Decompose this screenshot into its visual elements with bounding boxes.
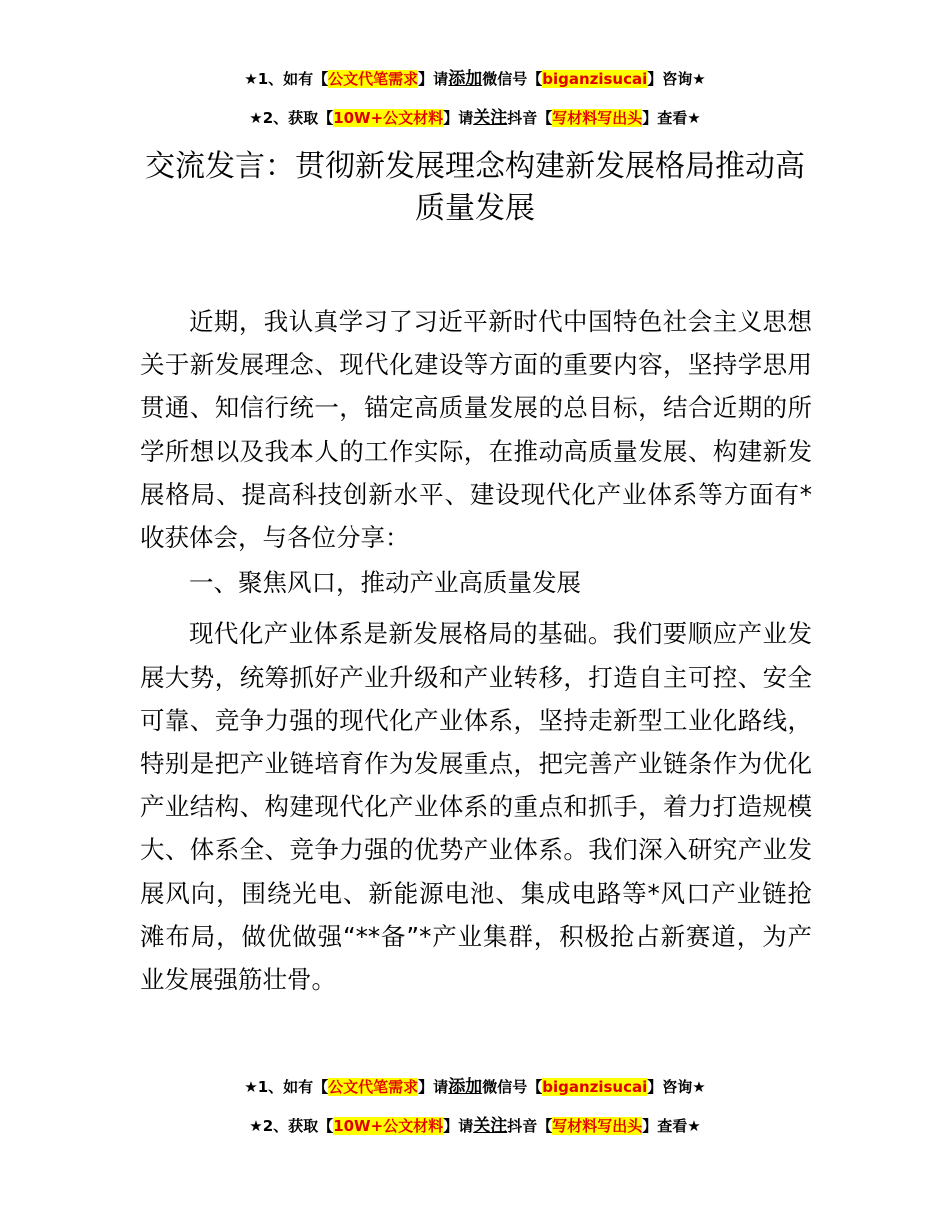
promo-line-2-bottom xyxy=(0,1115,950,1137)
promo-underline: 关注 xyxy=(473,108,508,128)
promo-prefix: ★2、获取【 xyxy=(249,1117,334,1135)
promo-wechat-id: biganzisucai xyxy=(542,1078,648,1096)
promo-prefix: ★1、如有【 xyxy=(244,1078,329,1096)
document-body xyxy=(140,300,812,1001)
promo-text: 】请 xyxy=(418,70,449,88)
promo-underline: 添加 xyxy=(448,69,483,89)
promo-text: 抖音【 xyxy=(507,1117,553,1135)
promo-highlight: 10W+公文材料 xyxy=(333,1117,444,1135)
promo-highlight: 10W+公文材料 xyxy=(333,109,444,127)
paragraph-section-1: 现代化产业体系是新发展格局的基础。我们要顺应产业发展大势，统筹抓好产业升级和产业转移，打造自主可控、安全可靠、竞争力强的现代化产业体系，坚持走新型工业化路线，特别是把产业链培育作为发展重点，把完善产业链条作为优化产业结构、构建现代化产业体系的重点和抓手，着力打造规模大、体系全、竞争力强的优势产业体系。我们深入研究产业发展风向，围绕光电、新能源电池、集成电路等*风口产业链抢滩布局，做优做强“**备”*产业集群，积极抢占新赛道，为产业发展强筋壮骨。 xyxy=(140,619,812,995)
promo-text: 】请 xyxy=(443,109,474,127)
promo-suffix: 】咨询★ xyxy=(647,1078,706,1096)
promo-underline: 添加 xyxy=(448,1077,483,1097)
promo-suffix: 】咨询★ xyxy=(647,70,706,88)
promo-suffix: 】查看★ xyxy=(642,1117,701,1135)
promo-line-2-top xyxy=(0,107,950,129)
promo-text: 微信号【 xyxy=(482,70,543,88)
promo-line-1-bottom xyxy=(0,1076,950,1098)
section-heading-1: 一、聚焦风口，推动产业高质量发展 xyxy=(189,568,581,598)
promo-douyin-id: 写材料写出头 xyxy=(552,1117,643,1135)
promo-highlight: 公文代笔需求 xyxy=(328,70,419,88)
paragraph-intro: 近期，我认真学习了习近平新时代中国特色社会主义思想关于新发展理念、现代化建设等方面的重要内容，坚持学思用贯通、知信行统一，锚定高质量发展的总目标，结合近期的所学所想以及我本人的工作实际，在推动高质量发展、构建新发展格局、提高科技创新水平、建设现代化产业体系等方面有*收获体会，与各位分享： xyxy=(140,307,812,553)
promo-prefix: ★1、如有【 xyxy=(244,70,329,88)
document-title: 交流发言：贯彻新发展理念构建新发展格局推动高质量发展 xyxy=(145,149,805,226)
promo-prefix: ★2、获取【 xyxy=(249,109,334,127)
promo-text: 】请 xyxy=(443,1117,474,1135)
promo-text: 微信号【 xyxy=(482,1078,543,1096)
promo-highlight: 公文代笔需求 xyxy=(328,1078,419,1096)
promo-suffix: 】查看★ xyxy=(642,109,701,127)
promo-underline: 关注 xyxy=(473,1116,508,1136)
promo-text: 抖音【 xyxy=(507,109,553,127)
promo-douyin-id: 写材料写出头 xyxy=(552,109,643,127)
promo-line-1-top xyxy=(0,68,950,90)
promo-text: 】请 xyxy=(418,1078,449,1096)
promo-wechat-id: biganzisucai xyxy=(542,70,648,88)
